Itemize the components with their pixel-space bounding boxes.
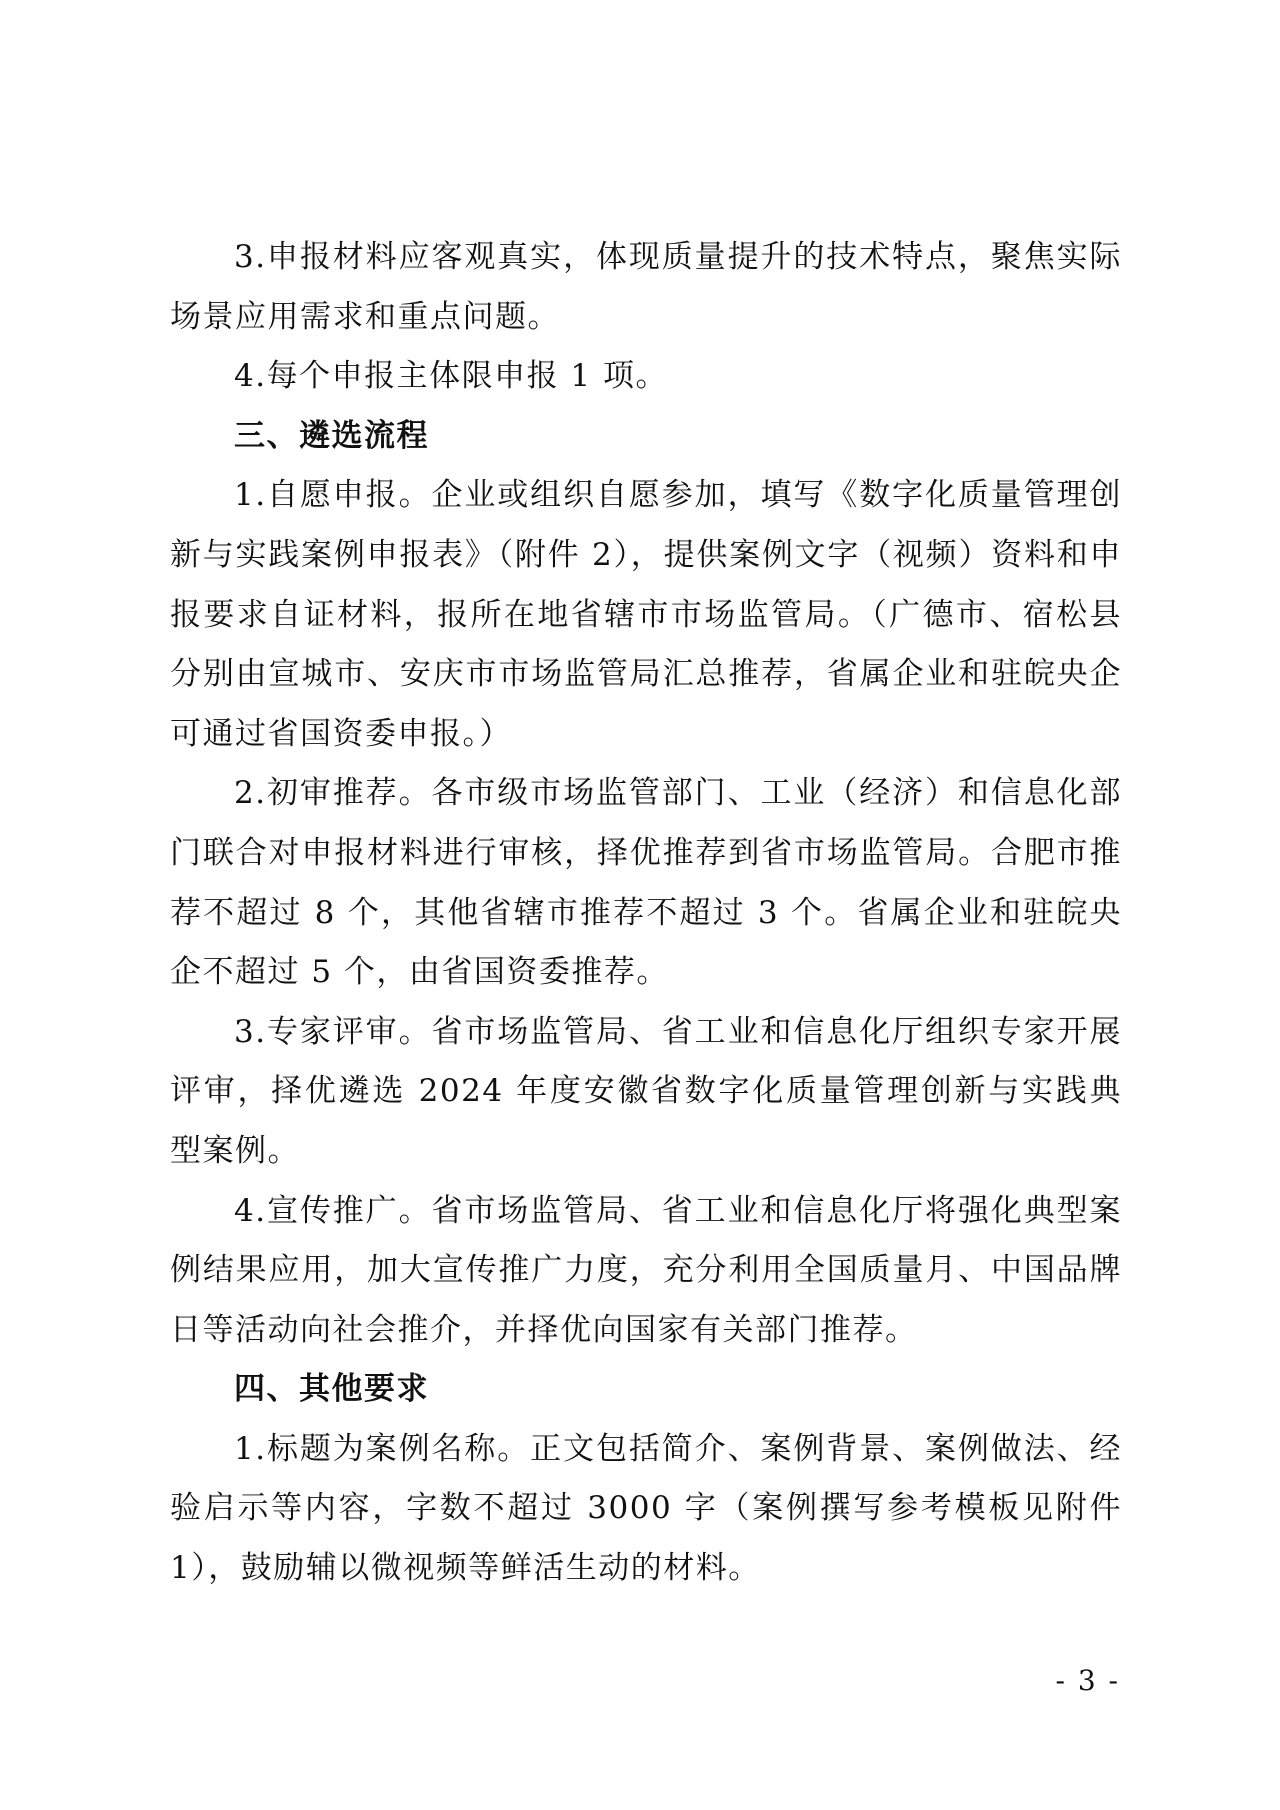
- paragraph-promotion: 4.宣传推广。省市场监管局、省工业和信息化厅将强化典型案例结果应用，加大宣传推广力度，充分利用全国质量月、中国品牌日等活动向社会推介，并择优向国家有关部门推荐。: [170, 1192, 1122, 1348]
- paragraph-voluntary-application: 1.自愿申报。企业或组织自愿参加，填写《数字化质量管理创新与实践案例申报表》（附件 2），提供案例文字（视频）资料和申报要求自证材料，报所在地省辖市市场监管局。（广德市、宿松县分别由宣城市、安庆市市场监管局汇总推荐，省属企业和驻皖央企可通过省国资委申报。）: [170, 477, 1122, 752]
- section-heading-other-requirements: 四、其他要求: [234, 1371, 429, 1408]
- paragraph-requirement-3: 3.申报材料应客观真实，体现质量提升的技术特点，聚焦实际场景应用需求和重点问题。: [170, 239, 1122, 335]
- paragraph-preliminary-review: 2.初审推荐。各市级市场监管部门、工业（经济）和信息化部门联合对申报材料进行审核，择优推荐到省市场监管局。合肥市推荐不超过 8 个，其他省辖市推荐不超过 3 个。省属企业和驻皖央企不超过 5 个，由省国资委推荐。: [170, 775, 1122, 991]
- document-body: [170, 228, 1122, 1599]
- page-number: - 3 -: [1055, 1664, 1120, 1697]
- paragraph-expert-review: 3.专家评审。省市场监管局、省工业和信息化厅组织专家开展评审，择优遴选 2024 年度安徽省数字化质量管理创新与实践典型案例。: [170, 1013, 1122, 1169]
- paragraph-requirement-4: 4.每个申报主体限申报 1 项。: [234, 358, 669, 395]
- section-heading-selection-process: 三、遴选流程: [234, 417, 429, 454]
- paragraph-title-requirement: 1.标题为案例名称。正文包括简介、案例背景、案例做法、经验启示等内容，字数不超过 3000 字（案例撰写参考模板见附件 1），鼓励辅以微视频等鲜活生动的材料。: [170, 1430, 1122, 1587]
